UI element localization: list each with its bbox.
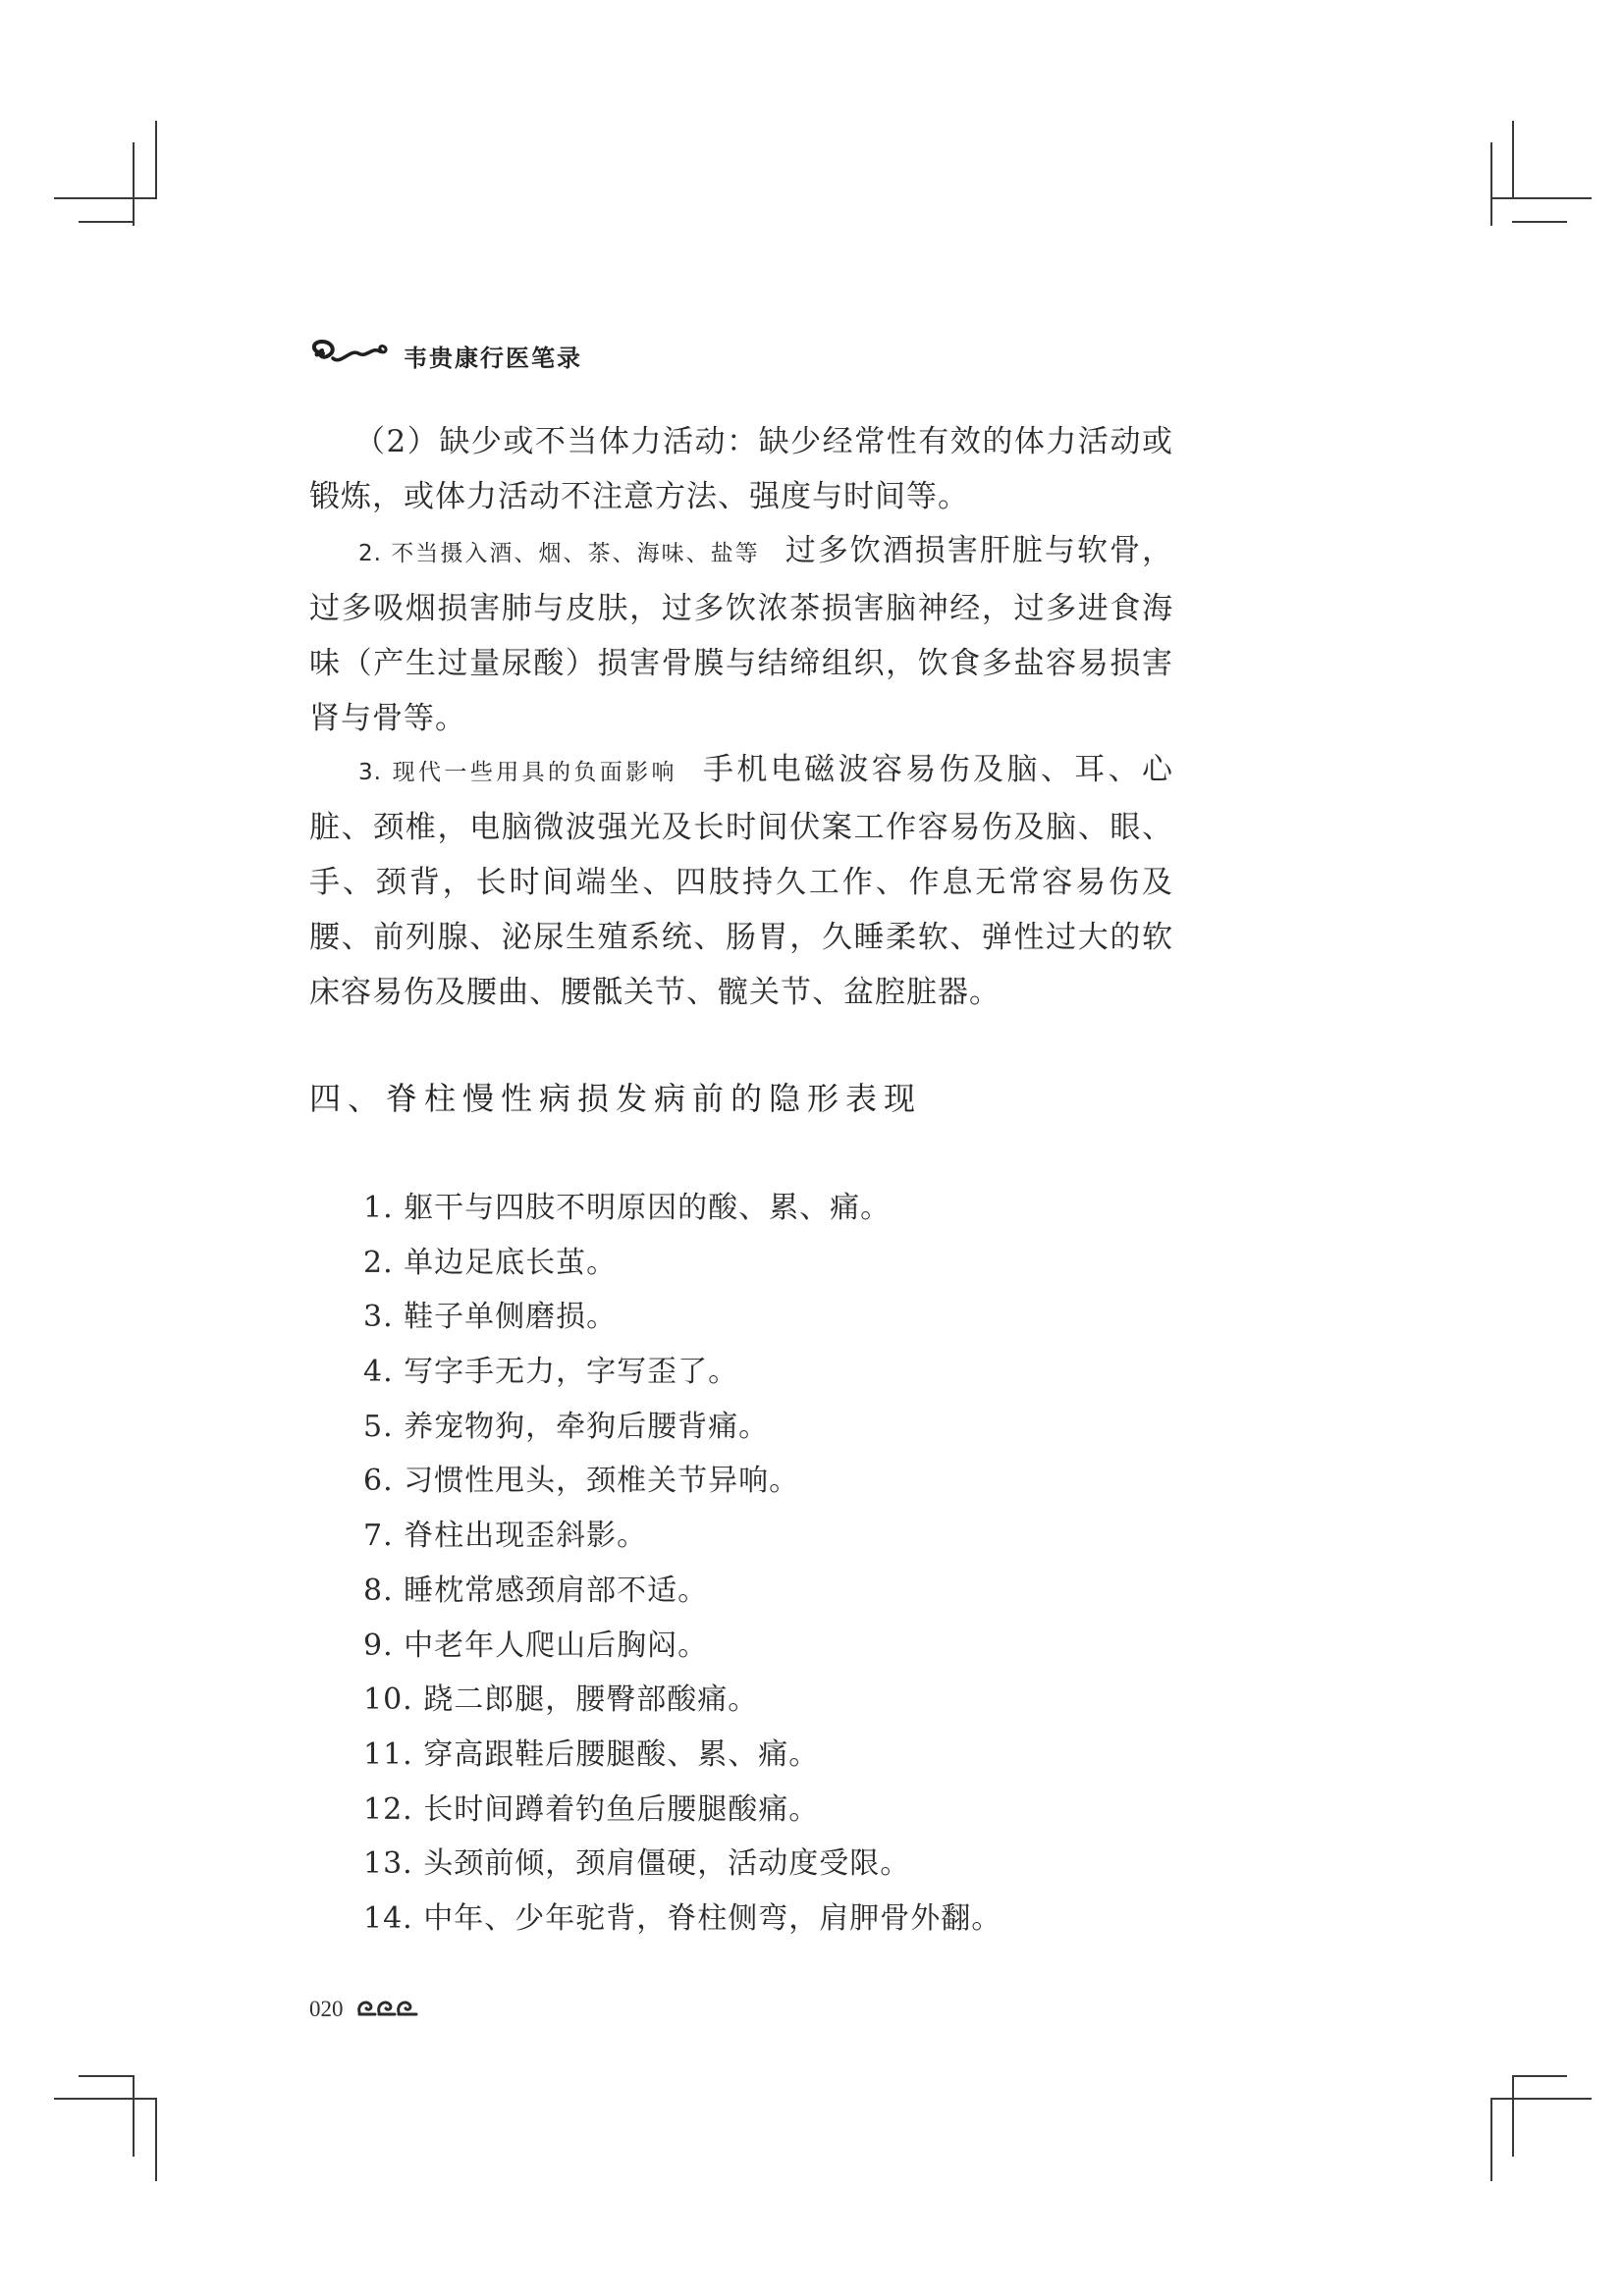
list-item: 12. 长时间蹲着钓鱼后腰腿酸痛。: [363, 1791, 820, 1827]
list-item: 7. 脊柱出现歪斜影。: [363, 1519, 648, 1554]
crop-mark-bottom-left-inner-horizontal: [79, 2075, 133, 2077]
crop-mark-bottom-left-vertical: [155, 2098, 157, 2181]
paragraph-text: （2）缺少或不当体力活动：缺少经常性有效的体力活动或锻炼，或体力活动不注意方法、强度与时间等。: [309, 424, 1173, 514]
scroll-ornament-icon: [309, 339, 392, 372]
list-item: 3. 鞋子单侧磨损。: [363, 1300, 618, 1335]
list-item: 5. 养宠物狗，牵狗后腰背痛。: [363, 1409, 770, 1444]
list-item: 11. 穿高跟鞋后腰腿酸、累、痛。: [363, 1736, 820, 1772]
paragraph-text: 手机电磁波容易伤及脑、耳、心脏、颈椎，电脑微波强光及长时间伏案工作容易伤及脑、眼、手、颈背，长时间端坐、四肢持久工作、作息无常容易伤及腰、前列腺、泌尿生殖系统、肠胃，久睡柔软、弹性过大的软床容易伤及腰曲、腰骶关节、髋关节、盆腔脏器。: [309, 752, 1173, 1010]
wave-ornament-icon: [344, 1997, 420, 2022]
book-title: 韦贵康行医笔录: [404, 344, 582, 372]
list-item: 10. 跷二郎腿，腰臀部酸痛。: [363, 1682, 759, 1718]
page-footer: [309, 1997, 420, 2022]
crop-mark-top-left-inner-vertical: [155, 121, 157, 199]
list-item: 1. 躯干与四肢不明原因的酸、累、痛。: [363, 1191, 892, 1225]
crop-mark-bottom-right-inner-horizontal: [1512, 2075, 1567, 2077]
crop-mark-bottom-right-vertical: [1490, 2098, 1492, 2181]
paragraph-improper-intake: [309, 523, 1173, 746]
list-item: 14. 中年、少年驼背，脊柱侧弯，肩胛骨外翻。: [363, 1900, 1002, 1936]
crop-mark-top-left-vertical: [133, 142, 135, 226]
crop-mark-top-left-inner-horizontal: [79, 221, 133, 223]
crop-mark-bottom-right-horizontal: [1490, 2098, 1592, 2100]
paragraph-modern-tools: [309, 742, 1173, 1020]
paragraph-text: 过多饮酒损害肝脏与软骨，过多吸烟损害肺与皮肤，过多饮浓茶损害脑神经，过多进食海味（产生过量尿酸）损害骨膜与结缔组织，饮食多盐容易损害肾与骨等。: [309, 533, 1174, 736]
crop-mark-top-right-horizontal: [1490, 197, 1592, 199]
crop-mark-bottom-left-inner-vertical: [133, 2075, 135, 2157]
section-heading: 四、脊柱慢性病损发病前的隐形表现: [309, 1080, 923, 1117]
symptom-list: [363, 1181, 1001, 1947]
list-item: 13. 头颈前倾，颈肩僵硬，活动度受限。: [363, 1846, 911, 1882]
crop-mark-bottom-left-horizontal: [54, 2098, 155, 2100]
page-number: 020: [309, 1997, 344, 2021]
paragraph-lack-of-activity: [309, 414, 1173, 524]
paragraph-lead-heading: 3. 现代一些用具的负面影响: [358, 760, 677, 785]
list-item: 4. 写字手无力，字写歪了。: [363, 1355, 739, 1390]
paragraph-lead-heading: 2. 不当摄入酒、烟、茶、海味、盐等: [358, 541, 760, 566]
crop-mark-top-right-vertical: [1490, 142, 1492, 226]
crop-mark-top-right-inner-horizontal: [1512, 221, 1567, 223]
crop-mark-bottom-right-inner-vertical: [1512, 2075, 1514, 2157]
crop-mark-top-right-inner-vertical: [1512, 121, 1514, 199]
list-item: 9. 中老年人爬山后胸闷。: [363, 1628, 709, 1663]
list-item: 2. 单边足底长茧。: [363, 1245, 618, 1280]
list-item: 6. 习惯性甩头，颈椎关节异响。: [363, 1464, 800, 1499]
list-item: 8. 睡枕常感颈肩部不适。: [363, 1573, 709, 1608]
running-header: [309, 336, 582, 375]
crop-mark-top-left-horizontal: [54, 197, 155, 199]
